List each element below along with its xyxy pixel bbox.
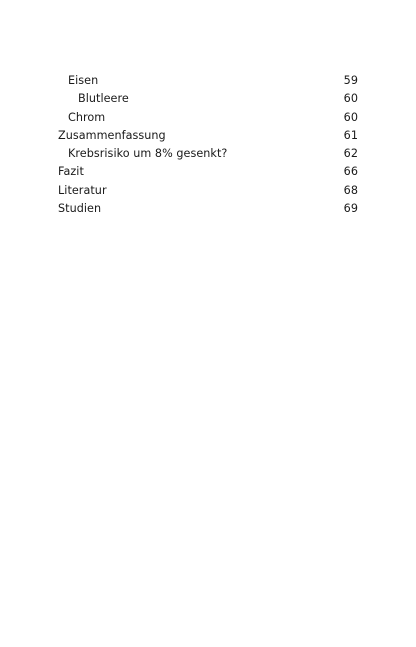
toc-entry-page: 62 <box>343 147 358 161</box>
toc-entry-label: Literatur <box>58 183 107 197</box>
toc-entry-chrom <box>58 109 358 127</box>
toc-entry-page: 59 <box>343 74 358 87</box>
toc-entry-label: Krebsrisiko um 8% gesenkt? <box>68 147 228 161</box>
toc-entry-zusammenfassung <box>58 127 358 145</box>
table-of-contents <box>58 72 358 218</box>
toc-entry-fazit <box>58 163 358 181</box>
toc-entry-label: Blutleere <box>78 92 129 106</box>
toc-entry-page: 68 <box>343 183 358 197</box>
toc-entry-page: 66 <box>343 165 358 179</box>
toc-entry-blutleere <box>58 90 358 108</box>
toc-entry-eisen <box>58 72 358 90</box>
toc-entry-page: 61 <box>343 128 358 142</box>
toc-entry-literatur <box>58 182 358 200</box>
toc-entry-page: 69 <box>343 202 358 216</box>
toc-entry-label: Studien <box>58 202 102 216</box>
toc-entry-label: Fazit <box>58 165 84 179</box>
toc-entry-page: 60 <box>343 92 358 106</box>
toc-entry-label: Zusammenfassung <box>58 128 166 142</box>
toc-entry-page: 60 <box>343 110 358 124</box>
toc-entry-label: Eisen <box>68 74 99 87</box>
toc-entry-label: Chrom <box>68 110 106 124</box>
toc-entry-studien <box>58 200 358 218</box>
toc-entry-krebsrisiko <box>58 145 358 163</box>
